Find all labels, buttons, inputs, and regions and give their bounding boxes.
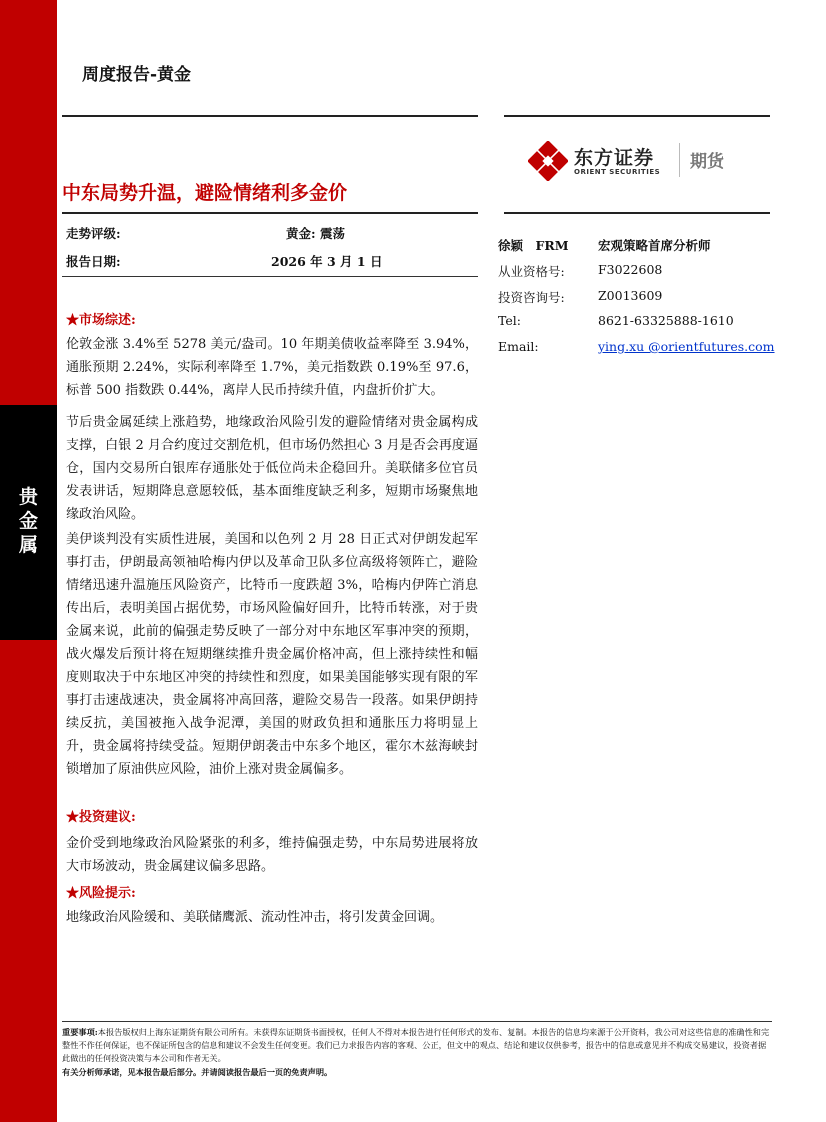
- logo-divider: [679, 143, 680, 177]
- analyst-value: Z0013609: [598, 288, 663, 303]
- meta-rule: [62, 276, 478, 277]
- logo-text-cn: 东方证券: [574, 147, 655, 169]
- invest-paragraph: 金价受到地缘政治风险紧张的利多，维持偏强走势，中东局势进展将放大市场波动，贵金属建议偏多思路。: [66, 836, 478, 874]
- header-rule-right: [504, 115, 770, 117]
- section-heading-risk: ★风险提示:: [66, 886, 136, 901]
- market-paragraph: 伦敦金涨 3.4%至 5278 美元/盎司。10 年期美债收益率降至 3.94%，通胀预期 2.24%，实际利率降至 1.7%，美元指数跌 0.19%至 97.6，标普 500 指数跌 0.44%，离岸人民币持续升值，内盘折价扩大。: [66, 337, 478, 398]
- analyst-label: Email:: [498, 339, 539, 354]
- analyst-label: 从业资格号:: [498, 264, 565, 279]
- header-rule-left: [62, 115, 478, 117]
- side-char: 贵: [18, 486, 38, 508]
- section-heading-invest: ★投资建议:: [66, 810, 136, 825]
- footer-notice: [62, 1026, 772, 1065]
- report-type: 周度报告-黄金: [82, 65, 192, 85]
- analyst-value: 8621-63325888-1610: [598, 313, 734, 328]
- footer-rule: [62, 1021, 772, 1022]
- footer-commitment: 有关分析师承诺，见本报告最后部分。并请阅读报告最后一页的免责声明。: [62, 1067, 333, 1077]
- analyst-name: 徐颖 FRM: [498, 238, 569, 253]
- analyst-title: 宏观策略首席分析师: [598, 238, 711, 253]
- side-char: 金: [18, 510, 38, 532]
- analyst-label: Tel:: [498, 313, 521, 328]
- logo-text-en: ORIENT SECURITIES: [574, 168, 661, 176]
- analyst-top-rule: [504, 212, 770, 214]
- orient-logo-icon: [528, 141, 568, 181]
- rating-label: 走势评级:: [66, 226, 121, 241]
- date-label: 报告日期:: [66, 254, 121, 269]
- side-char: 属: [18, 534, 38, 556]
- market-paragraph: 美伊谈判没有实质性进展，美国和以色列 2 月 28 日正式对伊朗发起军事打击，伊朗最高领袖哈梅内伊以及革命卫队多位高级将领阵亡，避险情绪迅速升温施压风险资产，比特币一度跌超 3%，哈梅内伊阵亡消息传出后，表明美国占据优势，市场风险偏好回升，比特币转涨，对于贵金属来说，此前的偏强走势反映了一部分对中东地区军事冲突的预期，战火爆发后预计将在短期继续推升贵金属价格冲高，但上涨持续性和幅度则取决于中东地区冲突的持续性和烈度，如果美国能够实现有限的军事打击速战速决，贵金属将冲高回落，避险交易告一段落。如果伊朗持续反抗，美国被拖入战争泥潭，美国的财政负担和通胀压力将明显上升，贵金属将持续受益。短期伊朗袭击中东多个地区，霍尔木兹海峡封锁增加了原油供应风险，油价上涨对贵金属偏多。: [66, 532, 478, 777]
- market-paragraph: 节后贵金属延续上涨趋势，地缘政治风险引发的避险情绪对贵金属构成支撑，白银 2 月合约度过交割危机，但市场仍然担心 3 月是否会再度逼仓，国内交易所白银库存通胀处于低位尚未企稳回升。美联储多位官员发表讲话，短期降息意愿较低，基本面维度缺乏利多，短期市场聚焦地缘政治风险。: [66, 415, 478, 522]
- analyst-label: 投资咨询号:: [498, 290, 565, 305]
- analyst-email-link[interactable]: ying.xu @orientfutures.com: [598, 339, 775, 354]
- side-category-label: [0, 485, 57, 557]
- section-heading-market: ★市场综述:: [66, 313, 136, 328]
- footer-notice-text: 本报告版权归上海东证期货有限公司所有。未获得东证期货书面授权，任何人不得对本报告进行任何形式的发布、复制。本报告的信息均来源于公开资料，我公司对这些信息的准确性和完整性不作任何保证，也不保证所包含的信息和建议不会发生任何变更。我们已力求报告内容的客观、公正，但文中的观点、结论和建议仅供参考，报告中的信息或意见并不构成交易建议，投资者据此做出的任何投资决策与本公司和作者无关。: [62, 1027, 770, 1063]
- risk-paragraph: 地缘政治风险缓和、美联储鹰派、流动性冲击，将引发黄金回调。: [66, 910, 444, 925]
- title-rule: [62, 212, 478, 214]
- date-value: 2026 年 3 月 1 日: [271, 254, 383, 269]
- analyst-value: F3022608: [598, 262, 663, 277]
- logo-futures: 期货: [690, 152, 724, 172]
- rating-value: 黄金: 震荡: [286, 226, 345, 241]
- report-title: 中东局势升温，避险情绪利多金价: [62, 182, 348, 204]
- footer-notice-label: 重要事项:: [62, 1027, 98, 1037]
